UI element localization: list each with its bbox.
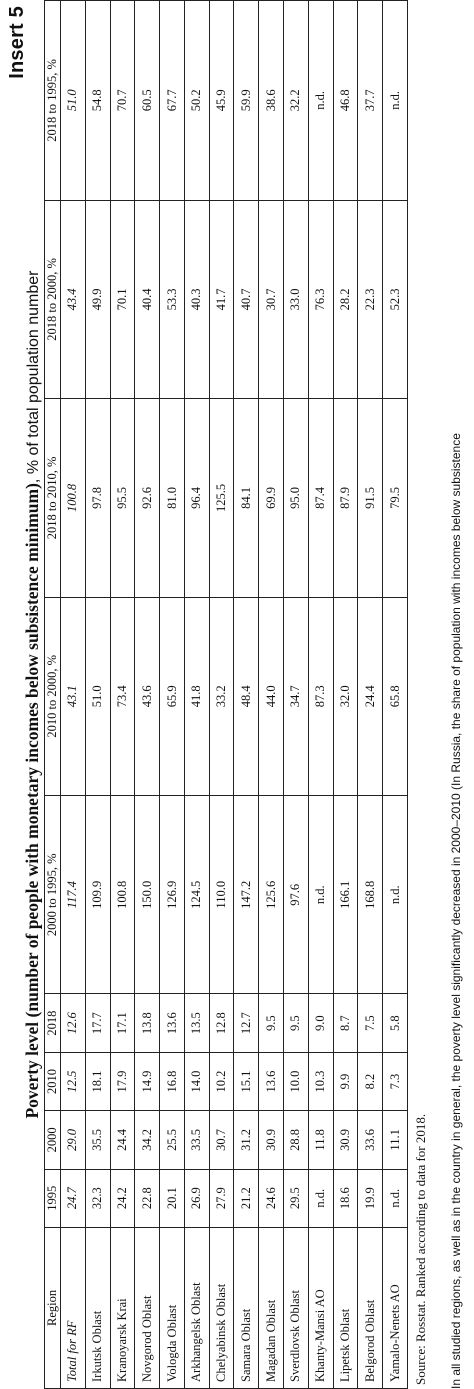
cell-value: 11.8	[308, 1111, 333, 1169]
cell-value: 87.9	[333, 399, 358, 597]
cell-value: 9.5	[259, 994, 284, 1052]
cell-value: 31.2	[234, 1111, 259, 1169]
cell-value: 76.3	[308, 200, 333, 398]
cell-value: 7.5	[358, 994, 383, 1052]
cell-value: n.d.	[308, 796, 333, 994]
cell-value: 29.5	[284, 1169, 309, 1227]
cell-value: n.d.	[383, 1169, 408, 1227]
cell-value: 24.4	[110, 1111, 135, 1169]
cell-value: 49.9	[85, 200, 110, 398]
cell-value: 38.6	[259, 1, 284, 201]
header-2018-to-2010: 2018 to 2010, %	[45, 399, 61, 597]
footnote-text: In all studied regions, as well as in the country in general, the poverty level significantly decreased in 2000–2010 (In Russia, the share of population with incomes below subsistence	[449, 433, 463, 1389]
cell-value: 46.8	[333, 1, 358, 201]
cell-value: 20.1	[160, 1169, 185, 1227]
cell-value: 26.9	[184, 1169, 209, 1227]
cell-value: 12.5	[61, 1052, 86, 1110]
cell-value: 33.0	[284, 200, 309, 398]
cell-value: 24.4	[358, 597, 383, 795]
cell-value: 13.6	[259, 1052, 284, 1110]
cell-value: 30.9	[259, 1111, 284, 1169]
cell-value: 17.7	[85, 994, 110, 1052]
table-row	[85, 1, 110, 1389]
cell-value: 50.2	[184, 1, 209, 201]
cell-value: 19.9	[358, 1169, 383, 1227]
title-main: Poverty level (number of people with monetary incomes below subsistence minimum)	[22, 483, 42, 1119]
cell-region: Samara Oblast	[234, 1227, 259, 1388]
header-2010: 2010	[45, 1052, 61, 1110]
cell-value: 91.5	[358, 399, 383, 597]
cell-value: 12.7	[234, 994, 259, 1052]
cell-value: 92.6	[135, 399, 160, 597]
cell-value: 7.3	[383, 1052, 408, 1110]
cell-region: Vologda Oblast	[160, 1227, 185, 1388]
cell-value: 126.9	[160, 796, 185, 994]
cell-value: 35.5	[85, 1111, 110, 1169]
cell-region: Total for RF	[61, 1227, 86, 1388]
cell-value: 33.2	[209, 597, 234, 795]
cell-value: n.d.	[308, 1169, 333, 1227]
cell-value: 17.9	[110, 1052, 135, 1110]
cell-value: 168.8	[358, 796, 383, 994]
cell-region: Irkutsk Oblast	[85, 1227, 110, 1388]
cell-value: 17.1	[110, 994, 135, 1052]
cell-value: 43.1	[61, 597, 86, 795]
table-row	[209, 1, 234, 1389]
cell-value: 166.1	[333, 796, 358, 994]
header-2018-to-2000: 2018 to 2000, %	[45, 200, 61, 398]
cell-value: 109.9	[85, 796, 110, 994]
cell-value: 32.3	[85, 1169, 110, 1227]
cell-value: 44.0	[259, 597, 284, 795]
cell-value: 8.7	[333, 994, 358, 1052]
cell-value: 117.4	[61, 796, 86, 994]
header-2010-to-2000: 2010 to 2000, %	[45, 597, 61, 795]
cell-value: 18.6	[333, 1169, 358, 1227]
table-row	[333, 1, 358, 1389]
cell-value: 10.0	[284, 1052, 309, 1110]
cell-value: 97.8	[85, 399, 110, 597]
cell-value: 147.2	[234, 796, 259, 994]
cell-value: 43.4	[61, 200, 86, 398]
cell-value: 41.8	[184, 597, 209, 795]
cell-region: Kranoyarsk Krai	[110, 1227, 135, 1388]
cell-region: Lipetsk Oblast	[333, 1227, 358, 1388]
cell-value: 13.8	[135, 994, 160, 1052]
cell-value: 33.5	[184, 1111, 209, 1169]
cell-value: 12.6	[61, 994, 86, 1052]
header-2000-to-1995: 2000 to 1995, %	[45, 796, 61, 994]
cell-value: 87.4	[308, 399, 333, 597]
cell-value: 22.8	[135, 1169, 160, 1227]
cell-value: 97.6	[284, 796, 309, 994]
cell-value: 30.7	[259, 200, 284, 398]
cell-value: 24.2	[110, 1169, 135, 1227]
cell-value: 24.6	[259, 1169, 284, 1227]
cell-value: 13.6	[160, 994, 185, 1052]
cell-value: 30.7	[209, 1111, 234, 1169]
cell-value: 11.1	[383, 1111, 408, 1169]
cell-value: 100.8	[110, 796, 135, 994]
header-2018-to-1995: 2018 to 1995, %	[45, 1, 61, 201]
cell-value: 40.4	[135, 200, 160, 398]
cell-value: 25.5	[160, 1111, 185, 1169]
cell-value: 96.4	[184, 399, 209, 597]
cell-value: 28.2	[333, 200, 358, 398]
cell-value: 124.5	[184, 796, 209, 994]
cell-value: 48.4	[234, 597, 259, 795]
header-1995: 1995	[45, 1169, 61, 1227]
cell-value: 60.5	[135, 1, 160, 201]
cell-value: 15.1	[234, 1052, 259, 1110]
cell-value: 18.1	[85, 1052, 110, 1110]
cell-value: 40.7	[234, 200, 259, 398]
cell-value: 9.9	[333, 1052, 358, 1110]
table-row	[383, 1, 408, 1389]
cell-value: 34.7	[284, 597, 309, 795]
cell-value: 125.5	[209, 399, 234, 597]
cell-value: 81.0	[160, 399, 185, 597]
cell-region: Khanty-Mansi AO	[308, 1227, 333, 1388]
table-row	[284, 1, 309, 1389]
table-row	[358, 1, 383, 1389]
cell-value: n.d.	[383, 796, 408, 994]
table-title	[22, 0, 43, 1389]
cell-value: 95.5	[110, 399, 135, 597]
cell-value: 34.2	[135, 1111, 160, 1169]
table-row	[160, 1, 185, 1389]
cell-value: 22.3	[358, 200, 383, 398]
cell-value: 13.5	[184, 994, 209, 1052]
cell-value: 12.8	[209, 994, 234, 1052]
cell-region: Novgorod Oblast	[135, 1227, 160, 1388]
cell-value: 28.8	[284, 1111, 309, 1169]
cell-value: 95.0	[284, 399, 309, 597]
cell-value: 21.2	[234, 1169, 259, 1227]
cell-region: Yamalo-Nenets AO	[383, 1227, 408, 1388]
cell-value: 79.5	[383, 399, 408, 597]
cell-value: 40.3	[184, 200, 209, 398]
cell-value: 27.9	[209, 1169, 234, 1227]
header-region: Region	[45, 1227, 61, 1388]
cell-value: 51.0	[61, 1, 86, 201]
poverty-table	[44, 0, 408, 1389]
source-note: Source: Rosstat. Ranked according to data for 2018.	[413, 1113, 428, 1385]
cell-value: 65.9	[160, 597, 185, 795]
cell-value: 30.9	[333, 1111, 358, 1169]
cell-value: 45.9	[209, 1, 234, 201]
cell-region: Sverdlovsk Oblast	[284, 1227, 309, 1388]
cell-value: 24.7	[61, 1169, 86, 1227]
table-row	[234, 1, 259, 1389]
header-2000: 2000	[45, 1111, 61, 1169]
table-row	[110, 1, 135, 1389]
cell-value: 87.3	[308, 597, 333, 795]
table-row	[184, 1, 209, 1389]
cell-region: Magadan Oblast	[259, 1227, 284, 1388]
cell-value: 5.8	[383, 994, 408, 1052]
insert-label: Insert 5	[6, 6, 28, 79]
cell-region: Arkhangelsk Oblast	[184, 1227, 209, 1388]
cell-value: 8.2	[358, 1052, 383, 1110]
cell-value: 67.7	[160, 1, 185, 201]
cell-region: Chelyabinsk Oblast	[209, 1227, 234, 1388]
cell-value: 51.0	[85, 597, 110, 795]
cell-value: 53.3	[160, 200, 185, 398]
cell-value: 110.0	[209, 796, 234, 994]
cell-value: 9.0	[308, 994, 333, 1052]
cell-value: 52.3	[383, 200, 408, 398]
cell-value: n.d.	[308, 1, 333, 201]
cell-value: 100.8	[61, 399, 86, 597]
cell-value: 32.2	[284, 1, 309, 201]
cell-value: 9.5	[284, 994, 309, 1052]
cell-value: 65.8	[383, 597, 408, 795]
cell-value: 10.2	[209, 1052, 234, 1110]
cell-value: 70.1	[110, 200, 135, 398]
cell-value: 73.4	[110, 597, 135, 795]
cell-value: 37.7	[358, 1, 383, 201]
cell-region: Belgorod Oblast	[358, 1227, 383, 1388]
cell-value: 125.6	[259, 796, 284, 994]
cell-value: 43.6	[135, 597, 160, 795]
cell-value: 54.8	[85, 1, 110, 201]
cell-value: 16.8	[160, 1052, 185, 1110]
header-2018: 2018	[45, 994, 61, 1052]
table-row	[259, 1, 284, 1389]
table-row	[308, 1, 333, 1389]
cell-value: 10.3	[308, 1052, 333, 1110]
cell-value: 41.7	[209, 200, 234, 398]
cell-value: 59.9	[234, 1, 259, 201]
table-row	[135, 1, 160, 1389]
table-row-total	[61, 1, 86, 1389]
cell-value: 33.6	[358, 1111, 383, 1169]
cell-value: 32.0	[333, 597, 358, 795]
cell-value: 150.0	[135, 796, 160, 994]
header-row	[45, 1, 61, 1389]
cell-value: 14.9	[135, 1052, 160, 1110]
cell-value: 29.0	[61, 1111, 86, 1169]
title-unit: , % of total population number	[25, 270, 42, 484]
cell-value: 14.0	[184, 1052, 209, 1110]
table-body	[61, 1, 408, 1389]
cell-value: 69.9	[259, 399, 284, 597]
cell-value: 84.1	[234, 399, 259, 597]
cell-value: 70.7	[110, 1, 135, 201]
cell-value: n.d.	[383, 1, 408, 201]
